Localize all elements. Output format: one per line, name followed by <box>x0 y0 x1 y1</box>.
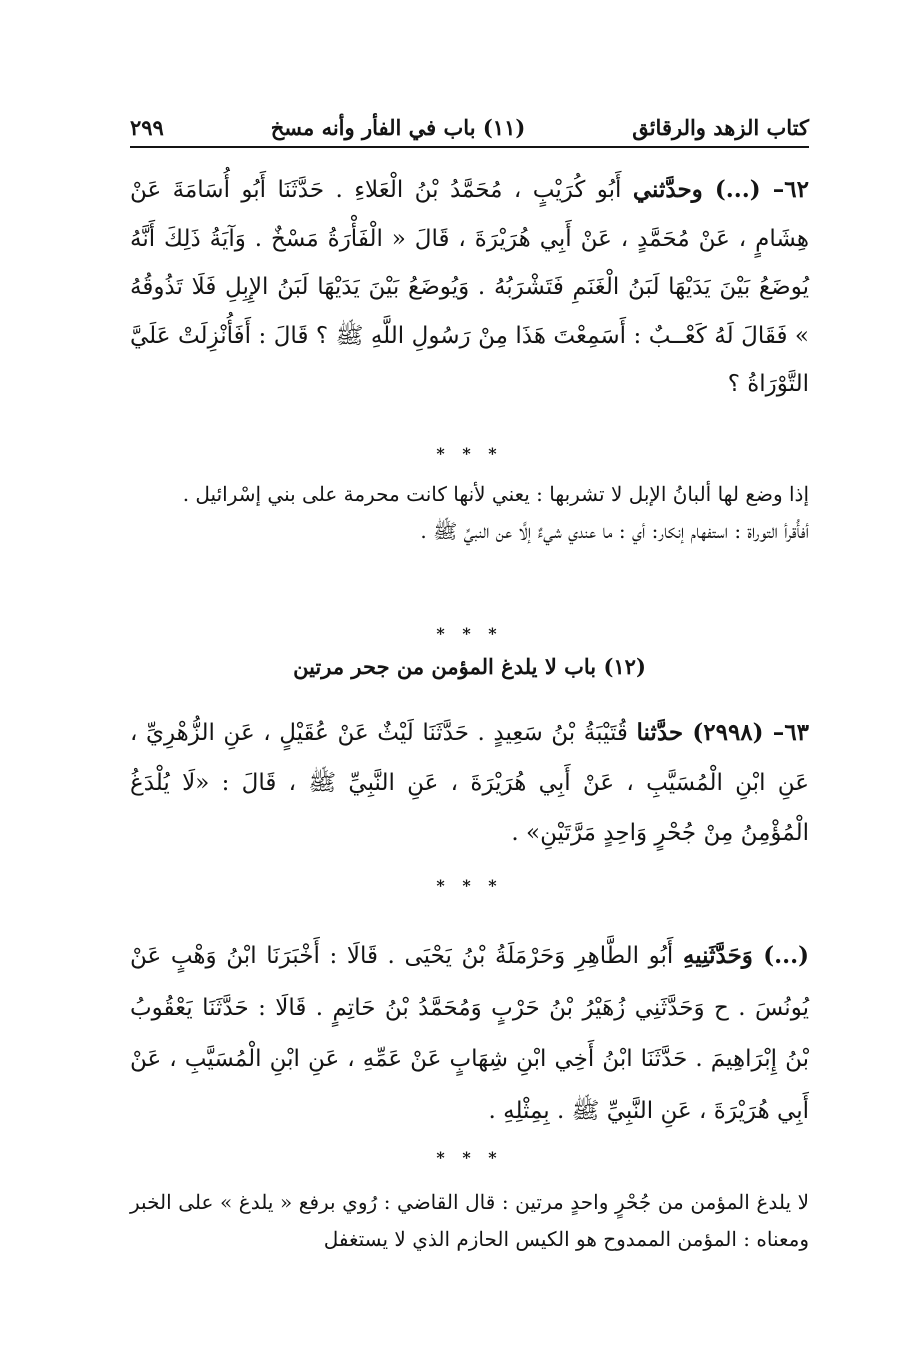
book-title: كتاب الزهد والرقائق <box>632 115 809 140</box>
hadith-63b-text: أَبُو الطَّاهِرِ وَحَرْمَلَةُ بْنُ يَحْيَى . قَالَا : أَخْبَرَنَا ابْنُ وَهْبٍ عَنْ يُونُسَ . ح وَحَدَّثَنِي زُهَيْرُ بْنُ حَرْبٍ وَمُحَمَّدُ بْنُ حَاتِمٍ . قَالَا : حَدَّثَنَا يَعْقُوبُ بْنُ إِبْرَاهِيمَ . حَدَّثَنَا ابْنُ أَخِي ابْنِ شِهَابٍ عَنْ عَمِّهِ ، عَنِ ابْنِ الْمُسَيَّبِ ، عَنْ أَبِي هُرَيْرَةَ ، عَنِ النَّبِيِّ ﷺ . بِمِثْلِهِ . <box>130 943 809 1124</box>
chapter-heading: (١٢) باب لا يلدغ المؤمن من جحر مرتين <box>293 654 646 679</box>
page-header <box>130 100 809 140</box>
hadith-62 <box>130 166 809 409</box>
separator-stars: * * * <box>436 876 503 895</box>
hadith-62-text: أَبُو كُرَيْبٍ ، مُحَمَّدُ بْنُ الْعَلاءِ . حَدَّثَنَا أَبُو أُسَامَةَ عَنْ هِشَامٍ ، عَنْ مُحَمَّدٍ ، عَنْ أَبِي هُرَيْرَةَ ، قَالَ « الْفَأْرَةُ مَسْخٌ . وَآيَةُ ذَلِكَ أَنَّهُ يُوضَعُ بَيْنَ يَدَيْهَا لَبَنُ الْغَنَمِ فَتَشْرَبُهُ . وَيُوضَعُ بَيْنَ يَدَيْهَا لَبَنُ الإِبِلِ فَلَا تَذُوقُهُ » فَقَالَ لَهُ كَعْــبٌ : أَسَمِعْتَ هَذَا مِنْ رَسُولِ اللَّهِ ﷺ ؟ قَالَ : أَفَأُنْزِلَتْ عَلَيَّ التَّوْرَاةُ ؟ <box>130 177 809 397</box>
separator-stars: * * * <box>436 444 503 463</box>
separator-stars: * * * <box>436 1148 503 1167</box>
commentary-line: أفأُقرأ التوراة : استفهام إنكار: أي : ما عندي شيءٌ إلَّا عن النبيِّ ﷺ . <box>420 519 809 543</box>
hadith-63-number: ٦٣– (٢٩٩٨) حدَّثنا <box>636 719 810 746</box>
hadith-63b-number: (...) وَحَدَّثَنِيهِ <box>682 942 809 969</box>
commentary-text: لا يلدغ المؤمن من جُحْرٍ واحدٍ مرتين : قال القاضي : رُوي برفع « يلدغ » على الخبر ومعناه : المؤمن الممدوح هو الكيس الحازم الذي لا يستغفل <box>130 1190 809 1251</box>
separator-stars: * * * <box>436 624 503 643</box>
hadith-62-number: ٦٢– (...) وحدَّثني <box>632 176 809 203</box>
hadith-63-text: قُتَيْبَةُ بْنُ سَعِيدٍ . حَدَّثَنَا لَيْثٌ عَنْ عُقَيْلٍ ، عَنِ الزُّهْرِيِّ ، عَنِ ابْنِ الْمُسَيَّبِ ، عَنْ أَبِي هُرَيْرَةَ ، عَنِ النَّبِيِّ ﷺ ، قَالَ : «لَا يُلْدَغُ الْمُؤْمِنُ مِنْ جُحْرٍ وَاحِدٍ مَرَّتَيْنِ» . <box>130 720 809 846</box>
page-number: ٢٩٩ <box>130 115 164 140</box>
commentary-block-2 <box>130 1184 809 1258</box>
hadith-63-alt-chain <box>130 930 809 1137</box>
header-rule <box>130 146 809 148</box>
hadith-63 <box>130 708 809 858</box>
commentary-block-1 <box>130 476 809 550</box>
running-chapter-title: (١١) باب في الفأر وأنه مسخ <box>270 115 526 140</box>
commentary-line: إذا وضع لها ألبانُ الإبل لا تشربها : يعني لأنها كانت محرمة على بني إسْرائيل . <box>182 482 809 506</box>
